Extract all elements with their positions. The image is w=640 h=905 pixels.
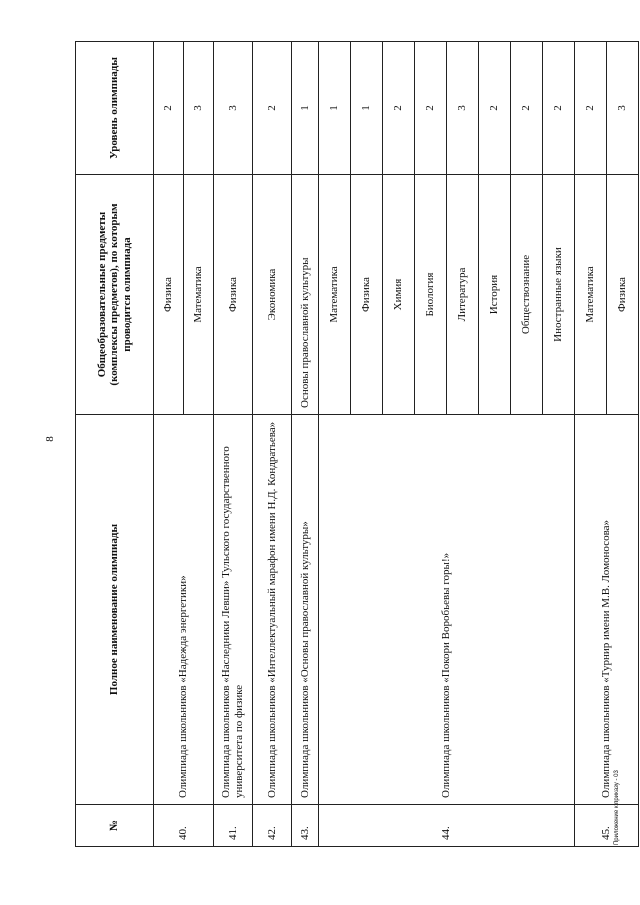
table-row bbox=[214, 42, 253, 847]
subject-cell: Математика bbox=[184, 175, 214, 415]
header-subjects: Общеобразовательные предметы (комплексы предметов), по которым проводится олимпиада bbox=[76, 175, 154, 415]
level-cell: 3 bbox=[607, 42, 639, 175]
level-cell: 3 bbox=[184, 42, 214, 175]
level-cell: 1 bbox=[351, 42, 383, 175]
subject-cell: Химия bbox=[383, 175, 415, 415]
page-number: 8 bbox=[44, 436, 56, 442]
olympiad-name: Олимпиада школьников «Надежда энергетики» bbox=[154, 415, 214, 805]
subject-cell: Математика bbox=[319, 175, 351, 415]
table-header-row bbox=[76, 42, 154, 847]
subject-cell: Иностранные языки bbox=[543, 175, 575, 415]
subject-cell: Обществознание bbox=[511, 175, 543, 415]
olympiad-name: Олимпиада школьников «Наследники Левши» Тульского государственного университета по физике bbox=[214, 415, 253, 805]
header-level: Уровень олимпиады bbox=[76, 42, 154, 175]
level-cell: 2 bbox=[575, 42, 607, 175]
level-cell: 3 bbox=[214, 42, 253, 175]
table-row bbox=[292, 42, 319, 847]
subject-cell: Физика bbox=[351, 175, 383, 415]
subject-cell: Математика bbox=[575, 175, 607, 415]
subject-cell: Биология bbox=[415, 175, 447, 415]
row-number: 45. bbox=[575, 805, 639, 847]
level-cell: 2 bbox=[383, 42, 415, 175]
level-cell: 2 bbox=[154, 42, 184, 175]
subject-cell: Экономика bbox=[253, 175, 292, 415]
row-number: 42. bbox=[253, 805, 292, 847]
row-number: 43. bbox=[292, 805, 319, 847]
footer-note: Приложение к приказу - 03 bbox=[614, 770, 620, 845]
level-cell: 2 bbox=[479, 42, 511, 175]
subject-cell: Физика bbox=[214, 175, 253, 415]
olympiad-name: Олимпиада школьников «Покори Воробьевы горы!» bbox=[319, 415, 575, 805]
level-cell: 2 bbox=[511, 42, 543, 175]
rotated-page-content bbox=[75, 42, 638, 847]
table-row bbox=[575, 42, 607, 847]
olympiad-table bbox=[75, 41, 639, 847]
header-number: № bbox=[76, 805, 154, 847]
subject-cell: История bbox=[479, 175, 511, 415]
olympiad-name: Олимпиада школьников «Турнир имени М.В. Ломоносова» bbox=[575, 415, 639, 805]
subject-cell: Литература bbox=[447, 175, 479, 415]
level-cell: 1 bbox=[319, 42, 351, 175]
level-cell: 2 bbox=[415, 42, 447, 175]
table-row bbox=[319, 42, 351, 847]
table-row bbox=[253, 42, 292, 847]
row-number: 44. bbox=[319, 805, 575, 847]
level-cell: 2 bbox=[543, 42, 575, 175]
row-number: 41. bbox=[214, 805, 253, 847]
subject-cell: Физика bbox=[607, 175, 639, 415]
table-row bbox=[154, 42, 184, 847]
row-number: 40. bbox=[154, 805, 214, 847]
header-olympiad-name: Полное наименование олимпиады bbox=[76, 415, 154, 805]
level-cell: 1 bbox=[292, 42, 319, 175]
olympiad-name: Олимпиада школьников «Основы православной культуры» bbox=[292, 415, 319, 805]
olympiad-name: Олимпиада школьников «Интеллектуальный марафон имени Н.Д. Кондратьева» bbox=[253, 415, 292, 805]
subject-cell: Основы православной культуры bbox=[292, 175, 319, 415]
subject-cell: Физика bbox=[154, 175, 184, 415]
level-cell: 2 bbox=[253, 42, 292, 175]
level-cell: 3 bbox=[447, 42, 479, 175]
